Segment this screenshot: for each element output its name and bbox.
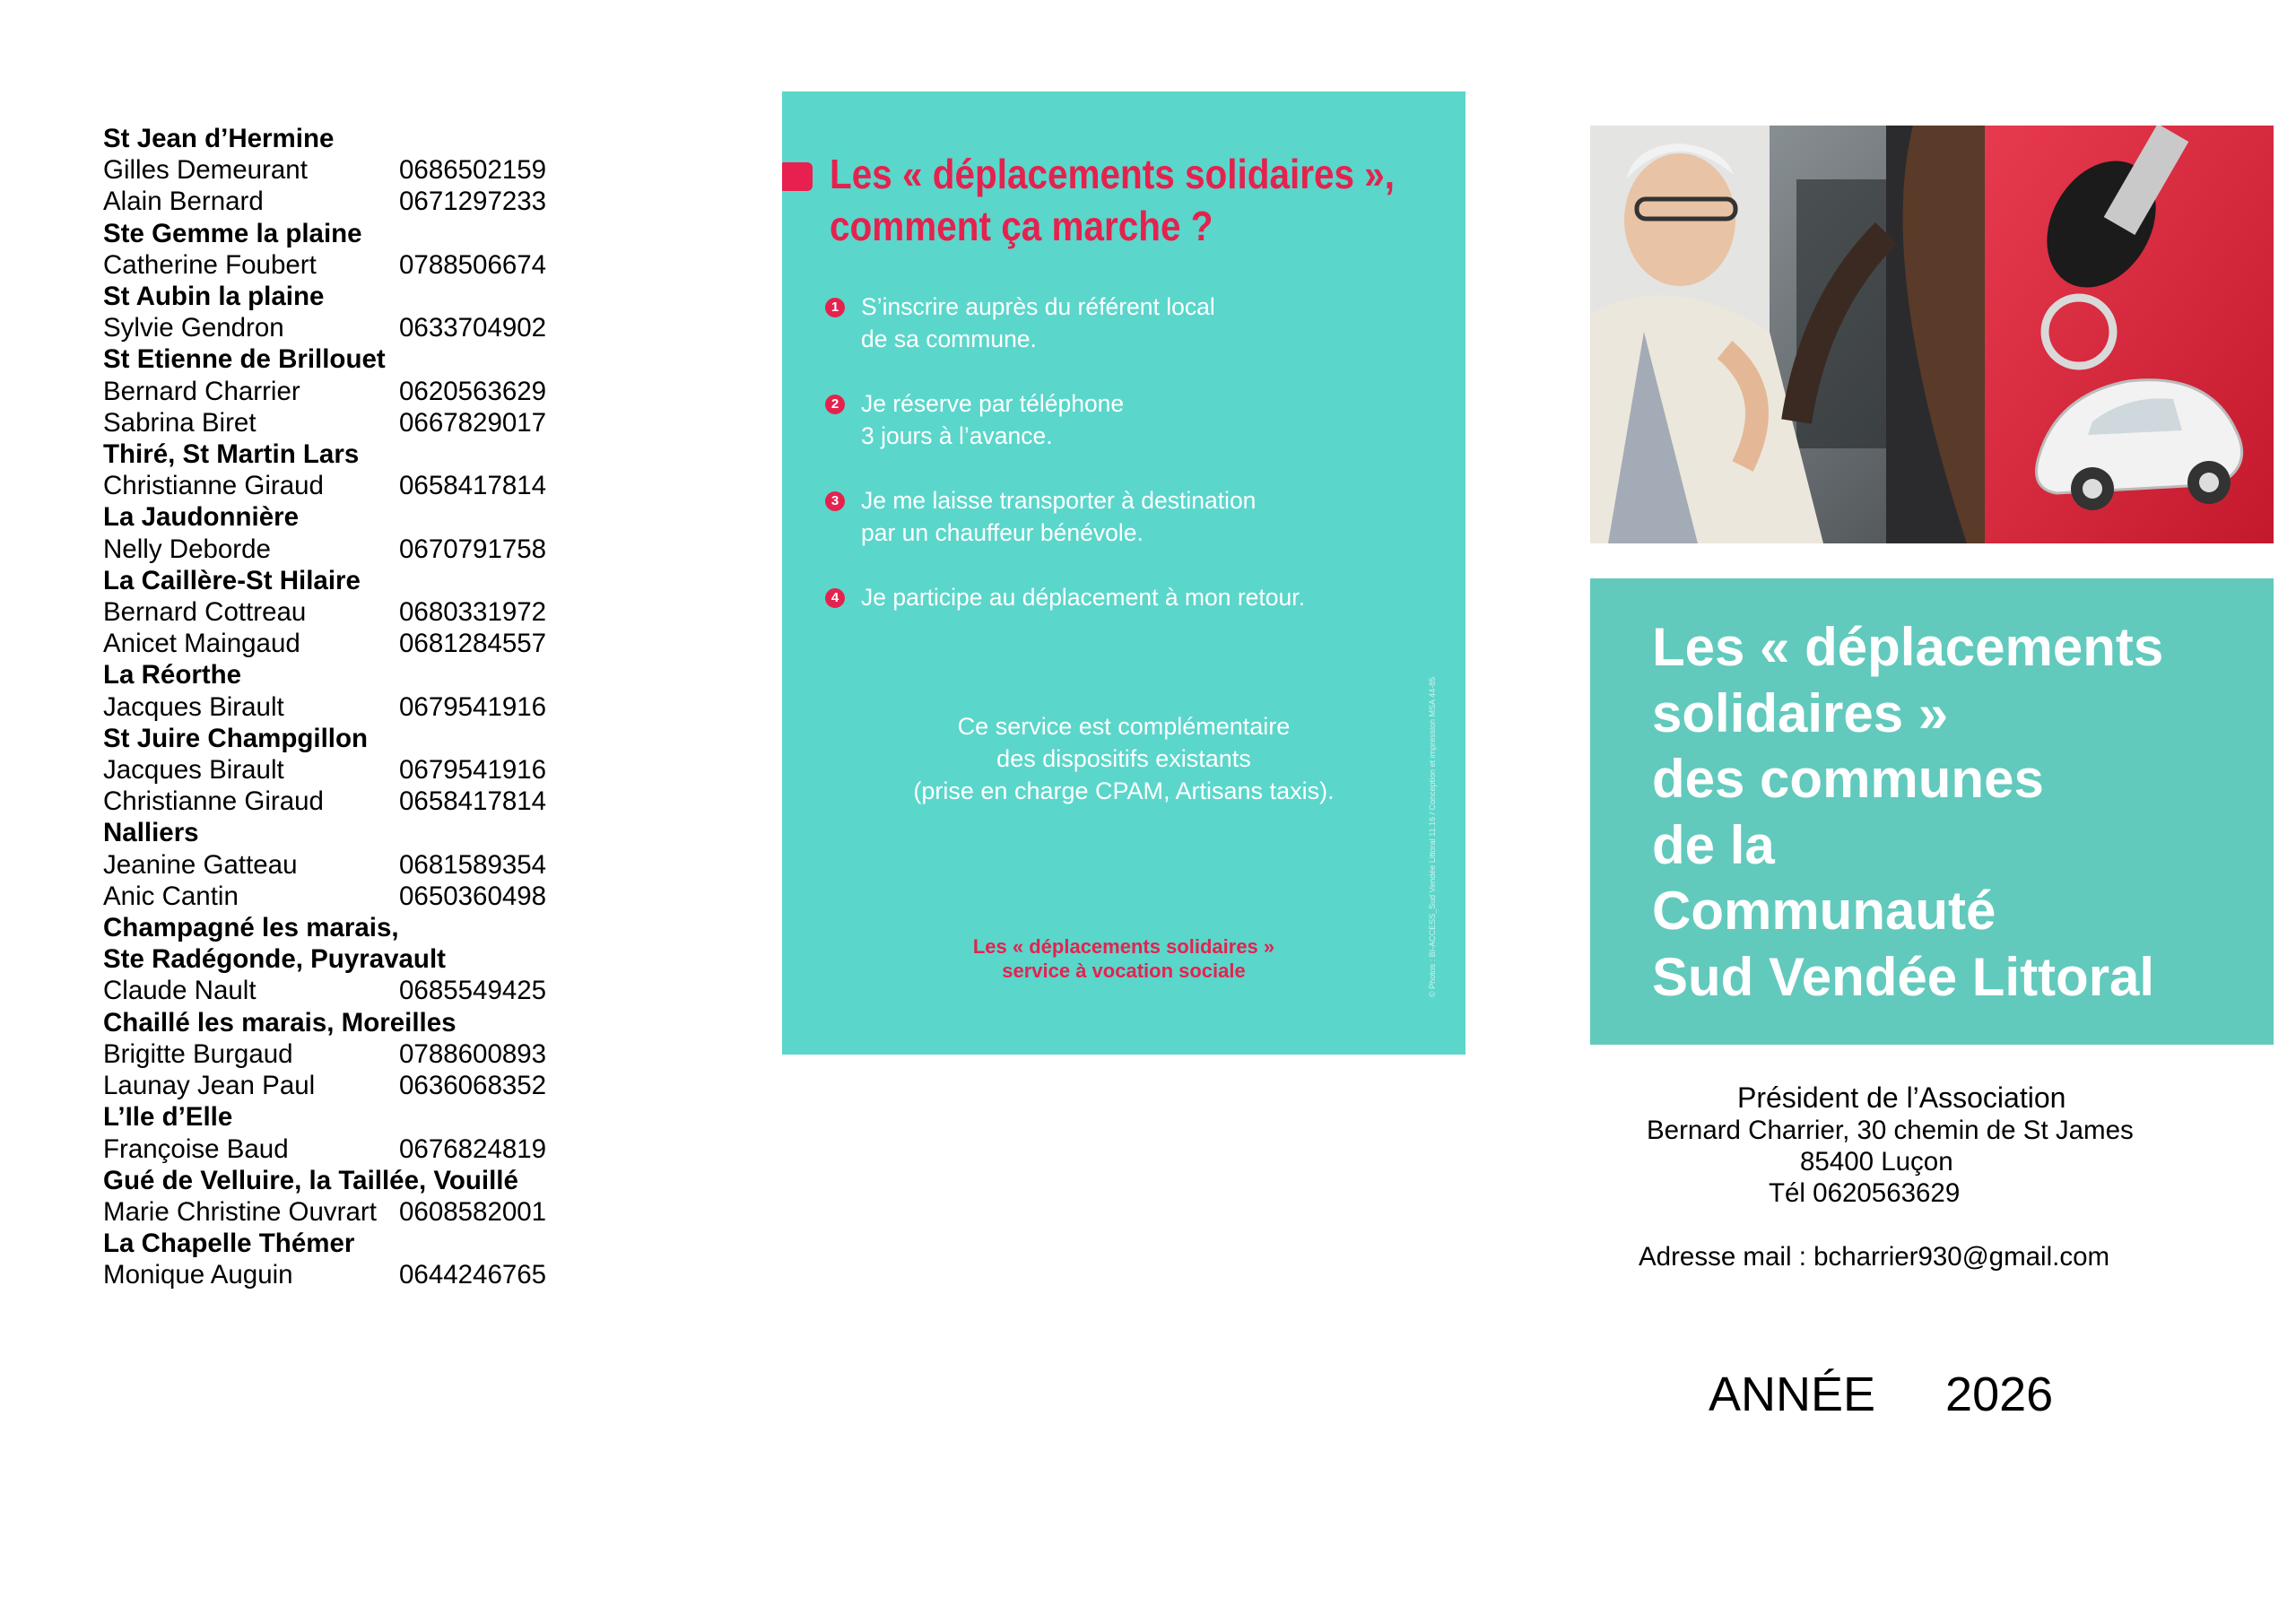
commune-name: Ste Gemme la plaine (103, 218, 362, 248)
photo-illustration-icon (1590, 126, 2274, 543)
contact-row (103, 376, 605, 407)
flyer-title-line: Les « déplacements solidaires », (830, 151, 1395, 197)
commune-name: Gué de Velluire, la Taillée, Vouillé (103, 1165, 518, 1195)
contact-row (103, 534, 605, 565)
contacts-list (103, 123, 605, 1291)
step-text: Je participe au déplacement à mon retour. (861, 584, 1305, 611)
contact-row (103, 1038, 605, 1070)
contact-row (103, 849, 605, 881)
contact-row (103, 975, 605, 1006)
commune-name: St Etienne de Brillouet (103, 344, 386, 375)
contact-name: Bernard Cottreau (103, 597, 307, 628)
contact-row (103, 186, 605, 217)
contact-phone: 0608582001 (399, 1196, 547, 1227)
commune-name: St Aubin la plaine (103, 282, 325, 312)
contact-name: Christianne Giraud (103, 786, 324, 817)
contact-name: Catherine Foubert (103, 249, 317, 280)
contact-row (103, 470, 605, 501)
contact-row (103, 312, 605, 343)
step-item (825, 484, 1453, 549)
contact-row (103, 1196, 605, 1228)
contact-phone: 0633704902 (399, 313, 547, 343)
contact-name: Monique Auguin (103, 1260, 293, 1290)
steps-list (825, 291, 1453, 646)
contact-row (103, 691, 605, 723)
president-email: Adresse mail : bcharrier930@gmail.com (1639, 1242, 2110, 1272)
contact-name: Marie Christine Ouvrart (103, 1196, 377, 1227)
flyer-credit-text: © Photos : BI-ACCESS_Sud Vendée Littoral 11.16 / Conception et impression MSA 44-85 (1428, 676, 1437, 997)
contact-phone: 0650360498 (399, 881, 547, 911)
contact-phone: 0671297233 (399, 187, 547, 217)
contact-phone: 0686502159 (399, 155, 547, 186)
contact-row (103, 407, 605, 439)
year-label: ANNÉE (1709, 1368, 1876, 1421)
contact-row (103, 786, 605, 817)
contact-name: Jacques Birault (103, 755, 284, 786)
contact-name: Françoise Baud (103, 1133, 289, 1164)
contact-phone: 0636068352 (399, 1071, 547, 1101)
title-block (1590, 578, 2274, 1045)
commune-name: La Chapelle Thémer (103, 1229, 355, 1259)
step-item (825, 291, 1453, 355)
contact-phone: 0670791758 (399, 534, 547, 564)
commune-name: Thiré, St Martin Lars (103, 439, 360, 470)
contact-name: Alain Bernard (103, 187, 264, 217)
commune-name: St Jean d’Hermine (103, 124, 335, 153)
year-line (1709, 1367, 2053, 1422)
flyer-title-line: comment ça marche ? (830, 203, 1213, 249)
contact-name: Anic Cantin (103, 881, 239, 911)
contact-row (103, 154, 605, 186)
contact-row (103, 628, 605, 659)
step-number-icon: 1 (825, 298, 845, 317)
flyer-complement-text: Ce service est complémentaire des dispositifs existants (prise en charge CPAM, Artisans taxis). (913, 713, 1335, 804)
commune-name: St Juire Champgillon (103, 723, 369, 753)
contact-name: Launay Jean Paul (103, 1071, 316, 1101)
contact-phone: 0788600893 (399, 1038, 547, 1069)
contact-name: Sylvie Gendron (103, 313, 284, 343)
year-value: 2026 (1945, 1368, 2054, 1421)
contact-phone: 0685549425 (399, 976, 547, 1006)
step-item (825, 581, 1453, 613)
commune-name: La Réorthe (103, 660, 242, 690)
flyer-panel (782, 91, 1465, 1055)
step-number-icon: 3 (825, 491, 845, 511)
cover-title: Les « déplacements solidaires » des communes de la Communauté Sud Vendée Littoral (1652, 617, 2164, 1007)
contact-row (103, 754, 605, 786)
contact-name: Claude Nault (103, 976, 257, 1006)
contact-name: Bernard Charrier (103, 376, 300, 406)
contact-name: Jeanine Gatteau (103, 849, 298, 880)
contact-phone: 0788506674 (399, 249, 547, 280)
contact-phone: 0680331972 (399, 597, 547, 628)
contact-name: Brigitte Burgaud (103, 1038, 293, 1069)
contact-phone: 0658417814 (399, 786, 547, 817)
contact-phone: 0667829017 (399, 407, 547, 438)
president-heading: Président de l’Association (1737, 1081, 2066, 1114)
step-number-icon: 2 (825, 395, 845, 414)
title-bullet-icon (782, 162, 813, 191)
contact-row (103, 1259, 605, 1290)
step-number-icon: 4 (825, 588, 845, 608)
commune-name: Ste Radégonde, Puyravault (103, 944, 446, 975)
contact-row (103, 596, 605, 628)
president-address: Bernard Charrier, 30 chemin de St James (1647, 1116, 2134, 1145)
commune-name: La Caillère-St Hilaire (103, 565, 361, 595)
commune-name: Chaillé les marais, Moreilles (103, 1007, 457, 1038)
contact-row (103, 1133, 605, 1165)
flyer-title (830, 148, 1395, 252)
contact-name: Anicet Maingaud (103, 629, 300, 659)
contact-phone: 0658417814 (399, 471, 547, 501)
contact-phone: 0676824819 (399, 1133, 547, 1164)
step-text: Je me laisse transporter à destination par un chauffeur bénévole. (861, 487, 1257, 546)
contact-phone: 0679541916 (399, 691, 547, 722)
president-phone: Tél 0620563629 (1769, 1178, 1961, 1208)
contact-row (103, 881, 605, 912)
contact-phone: 0644246765 (399, 1260, 547, 1290)
contact-name: Nelly Deborde (103, 534, 271, 564)
contact-phone: 0620563629 (399, 376, 547, 406)
contact-phone: 0681589354 (399, 849, 547, 880)
commune-name: La Jaudonnière (103, 502, 300, 533)
contact-row (103, 249, 605, 281)
contact-name: Jacques Birault (103, 691, 284, 722)
step-item (825, 387, 1453, 452)
contact-phone: 0681284557 (399, 629, 547, 659)
step-text: Je réserve par téléphone 3 jours à l’avance. (861, 390, 1125, 449)
contact-name: Gilles Demeurant (103, 155, 308, 186)
contact-phone: 0679541916 (399, 755, 547, 786)
president-city: 85400 Luçon (1800, 1147, 1953, 1177)
commune-name: Champagné les marais, (103, 913, 399, 943)
commune-name: L’Ile d’Elle (103, 1102, 233, 1133)
contact-name: Christianne Giraud (103, 471, 324, 501)
cover-photo (1590, 126, 2274, 543)
step-text: S’inscrire auprès du référent local de sa commune. (861, 293, 1215, 352)
contact-name: Sabrina Biret (103, 407, 257, 438)
commune-name: Nalliers (103, 818, 199, 848)
contact-row (103, 1070, 605, 1101)
flyer-footer-text: Les « déplacements solidaires » service à vocation sociale (972, 935, 1275, 982)
